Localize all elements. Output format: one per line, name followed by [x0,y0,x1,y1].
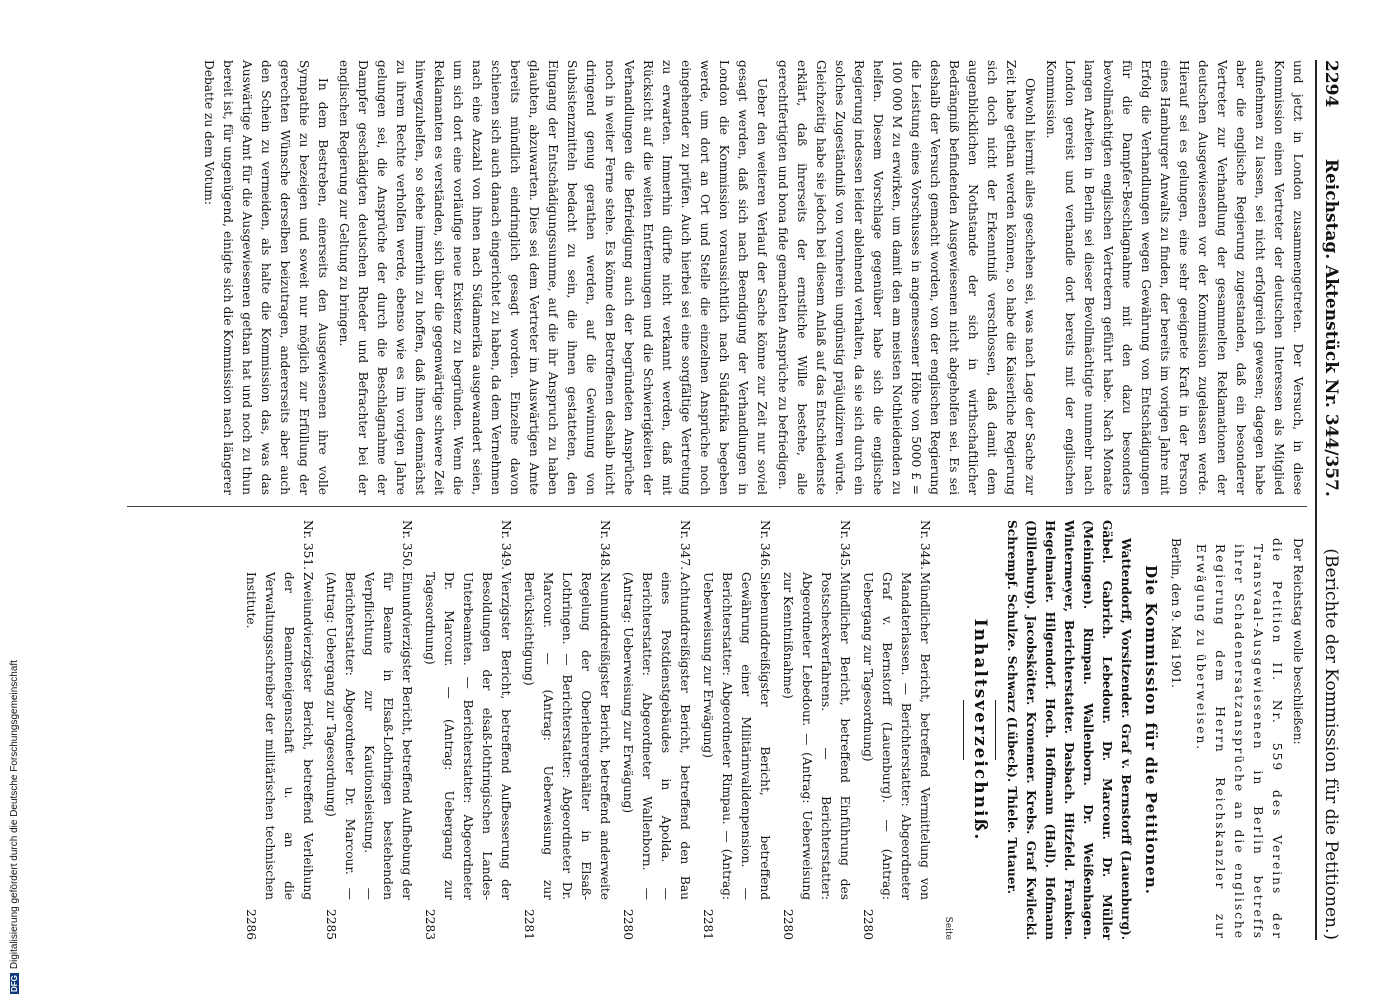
toc-description: Siebenunddreißigster Bericht, betreffend Gewährung einer Militärinvalidenpension. — Berichterstatter: Abgeordneter Rimpau. — (Antrag: Ueberweisung zur Erwägung) [701,572,772,900]
toc-number: Nr. 350. [400,520,414,571]
toc-page: 2280 [861,908,875,940]
seite-label: Seite [943,916,953,940]
divider [963,700,964,760]
toc-description: Mündlicher Bericht, betreffend Vermittelung von Mandaterlassen. — Berichterstatter: Abgeordneter Graf v. Bernstorff (Lauenburg). — (Antrag: Uebergang zur Tagesordnung) [861,572,932,900]
toc-number: Nr. 345. [838,520,852,571]
toc-heading: Inhaltsverzeichniß. [970,618,990,842]
resolution-text: die Petition II. Nr. 559 des Vereins der Transvaal-Ausgewiesenen in Berlin betreffs ihrer Schadenersatzansprüche an die englische Regierung dem Herrn Reichskanzler zur Erwägung zu überweisen. [1194,538,1284,940]
paragraph: und jetzt in London zusammengetreten. Der Versuch, in diese Kommission einen Vertreter der deutschen Interessen als Mitglied aufnehmen zu lassen, sei nicht erfolgreich gewesen; dagegen habe aber die englische Regierung zugestanden, daß ein besonderer Vertreter zur Verhandlung der gesammelten Reklamationen der deutschen Ausgewiesenen vor der Kommission zugelassen werde. Hierauf sei es gelungen, eine sehr geeignete Kraft in der Person eines Hamburger Anwalts zu finden, der bereits im vorigen Jahre mit Erfolg die Verhandlungen wegen Gewährung von Entschädigungen für die Dampfer-Beschlagnahme mit den dazu besonders bevollmächtigten englischen Vertretern geführt habe. Nach Monate langen Arbeiten in Berlin sei dieser Bevollmächtigte nunmehr nach London gereist und verhandle dort bereits mit der englischen Kommission. [1044,60,1305,495]
funding-note: Digitalisierung gefördert durch die Deutsche Forschungsgemeinschaft [9,660,20,970]
toc-page: 2280 [781,908,795,940]
commission-heading: Die Kommission für die Petitionen. [1142,564,1160,896]
toc-description: Mündlicher Bericht, betreffend Einführung des Postscheckverfahrens. — Berichterstatter: Abgeordneter Lebedour. — (Antrag: Ueberweisung zur Kenntnißnahme) [781,572,852,900]
dfg-logo: DFG [10,975,19,992]
toc-page: 2281 [701,908,715,940]
toc-entry [858,520,934,940]
toc-description: Neununddreißigster Bericht, betreffend anderweite Regelung der Oberlehrergehälter in Elsaß-Lothringen. — Berichterstatter: Abgeordneter Dr. Marcour. — (Antrag: Ueberweisung zur Berücksichtigung) [522,572,612,900]
toc-page: 2283 [423,908,437,940]
toc-entry [420,520,515,940]
column-divider [127,506,1307,507]
header-title: Reichstag. Aktenstück Nr. 344/357. [1321,158,1341,497]
toc-number: Nr. 347. [678,520,692,571]
resolution-intro: Der Reichstag wolle beschließen: [1291,538,1305,745]
toc-number: Nr. 348. [598,520,612,571]
toc-entry [241,520,317,940]
table-of-contents [241,520,934,940]
page-header [1315,60,1355,940]
toc-page: 2285 [324,908,338,940]
toc-number: Nr. 344. [918,520,932,571]
toc-number: Nr. 351. [301,520,315,571]
left-column [197,60,1307,495]
toc-number: Nr. 349. [499,520,513,571]
toc-description: Vierzigster Bericht, betreffend Aufbesserung der Besoldungen der elsaß-lothringischen Landes-Unterbeamten. — Berichterstatter: Abgeordneter Dr. Marcour. — (Antrag: Uebergang zur Tagesordnung) [423,572,513,900]
paragraph: Ueber den weiteren Verlauf der Sache könne zur Zeit nur soviel gesagt werden, daß sich nach Beendigung der Verhandlungen in London die Kommission voraussichtlich nach Südafrika begeben werde, um dort an Ort und Stelle die einzelnen Ansprüche noch eingehender zu prüfen. Auch hierbei sei eine sorgfältige Vertretung zu erwarten. Immerhin dürfte nicht verkannt werden, daß mit Rücksicht auf die weiten Entfernungen und die Schwierigkeiten der Verhandlungen die Befriedigung auch der begründeten Ansprüche noch in weiter Ferne stehe. Es könne den Betroffenen deshalb nicht dringend genug gerathen werden, auf die Gewinnung von Subsistenzmitteln bedacht zu sein, die ihnen gestatteten, den Eingang der Entschädigungssumme, auf die ihr Anspruch zu haben glaubten, abzuwarten. Dies sei dem Vertreter im Auswärtigen Amte bereits mündlich eindringlich gesagt worden. Einzelne davon schienen sich auch danach eingerichtet zu haben, da dem Vernehmen nach eine Anzahl von ihnen nach Südamerika ausgewandert seien, um sich dort eine vorläufige neue Existenz zu begründen. Wenn die Reklamanten es verständen, sich über die gegenwärtige schwere Zeit hinwegzuhelfen, so stehe immerhin zu hoffen, daß ihnen demnächst zu ihrem Rechte verholfen werde, ebenso wie es im vorigen Jahre gelungen sei, die Ansprüche der durch die Beschlagnahme der Dampfer geschädigten deutschen Rheder und Befrachter bei der englischen Regierung zur Geltung zu bringen. [337,60,769,495]
toc-page: 2286 [244,908,258,940]
toc-page: 2281 [522,908,536,940]
right-column [237,520,1307,940]
page-number: 2294 [1321,60,1341,108]
toc-entry [519,520,614,940]
toc-page: 2280 [621,908,635,940]
commission-members: Wattendorff, Vorsitzender. Graf v. Bernstorff (Lauenburg). Gäbel. Gabrich. Lebedour. Dr. Marcour. Dr. Müller (Meiningen). Rimpau. Wallenborn. Dr. Weißenhagen. Wintermeyer, Berichterstatter. Dasbach. Hitzfeld. Franken. Hegelmaier. Hilgendorf. Hoch. Hoffmann (Hall). Hofmann (Dillenburg). Jacobskötter. Kronemer. Krebs. Graf Kwilecki. Schrempf. Schulze. Schwarz (Lübeck). Thiele. Tutauer. [1005,520,1133,940]
toc-entry [618,520,694,940]
toc-description: Einundvierzigster Bericht, betreffend Aufhebung der für Beamte in Elsaß-Lothringen bestehenden Verpflichtung zur Kautionsleistung. — Berichterstatter: Abgeordneter Dr. Marcour. — (Antrag: Uebergang zur Tagesordnung) [324,572,414,900]
toc-description: Achtunddreißigster Bericht, betreffend den Bau eines Postdienstgebäudes in Apolda. — Berichterstatter: Abgeordneter Wallenborn. — (Antrag: Ueberweisung zur Erwägung) [621,572,692,900]
toc-entry [321,520,416,940]
footer [4,394,20,994]
toc-entry [698,520,774,940]
paragraph: In dem Bestreben, einerseits den Ausgewiesenen ihre volle Sympathie zu bezeigen und soweit nur möglich zur Erfüllung der gerechten Wünsche derselben beizutragen, andererseits aber auch den Schein zu vermeiden, als halte die Kommission das, was das Auswärtige Amt für die Ausgewiesenen gethan hat und noch zu thun bereit ist, für ungenügend, einigte sich die Kommission nach längerer Debatte zu dem Votum: [202,60,330,495]
header-section: (Berichte der Kommission für die Petitionen.) [1321,548,1341,940]
divider [995,700,996,760]
toc-description: Zweiundvierzigster Bericht, betreffend Verleihung der Beamteneigenschaft u. an die Verwaltungsschreiber der militärischen technischen Institute. [244,572,315,900]
toc-number: Nr. 346. [758,520,772,571]
paragraph: Obwohl hiermit alles geschehen sei, was nach Lage der Sache zur Zeit habe gethan werden können, so habe die Kaiserliche Regierung sich doch nicht der Erkenntniß verschlossen, daß damit dem augenblicklichen Nothstande der sich in wirthschaftlicher Bedrängniß befindenden Ausgewiesenen nicht abgeholfen sei. Es sei deshalb der Versuch gemacht worden, von der englischen Regierung die Leistung eines Vorschusses in angemessener Höhe von 5000 £ = 100 000 M zu erwirken, um damit den am meisten Nothleidenden zu helfen. Diesem Vorschlage gegenüber habe sich die englische Regierung indessen leider ablehnend verhalten, da sie sich durch ein solches Zugeständniß von vornherein ungünstig präjudiziren würde. Gleichzeitig habe sie jedoch bei diesem Anlaß auf das Entschiedenste erklärt, daß ihrerseits der ernstliche Wille bestehe, alle gerechtfertigten und bona fide gemachten Ansprüche zu befriedigen. [776,60,1037,495]
date-line: Berlin, den 9. Mai 1901. [1169,538,1183,689]
toc-entry [778,520,854,940]
